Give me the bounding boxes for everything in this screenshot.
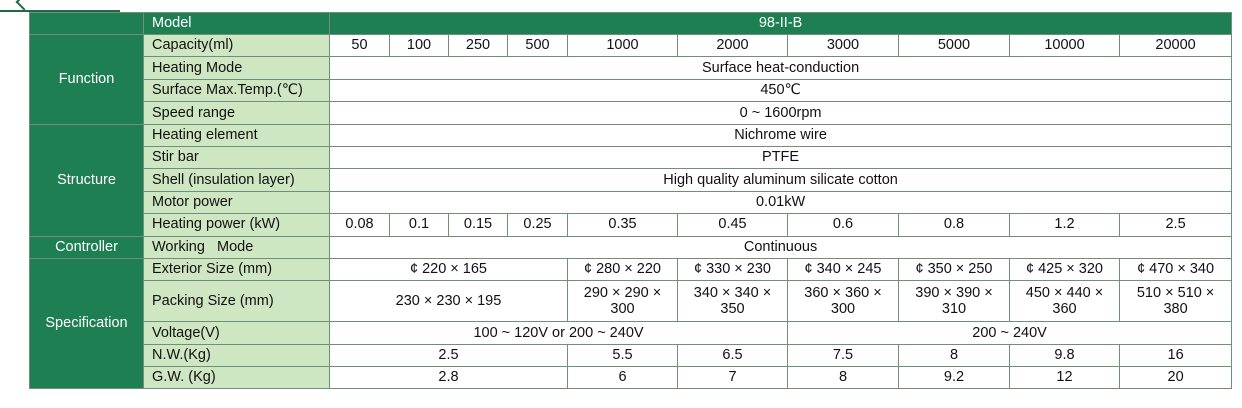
gw-cell: 2.8 [330, 367, 568, 389]
voltage-label: Voltage(V) [144, 322, 330, 344]
heating-element-row [30, 124, 1232, 146]
packing-size-cell [1120, 281, 1232, 322]
heating-power-cell: 0.35 [568, 214, 678, 236]
gw-cell: 6 [568, 367, 678, 389]
heating-mode-row [30, 57, 1232, 79]
model-value: 98-II-B [330, 13, 1232, 35]
exterior-size-cell: ¢ 220 × 165 [330, 258, 568, 280]
nw-cell: 7.5 [788, 344, 899, 366]
nw-cell: 6.5 [678, 344, 788, 366]
motor-power-row [30, 191, 1232, 213]
stir-bar-row [30, 146, 1232, 168]
packing-size-line: 360 × 360 × [804, 284, 882, 301]
heating-power-cell: 2.5 [1120, 214, 1232, 236]
capacity-cell: 1000 [568, 35, 678, 57]
packing-size-line: 510 × 510 × [1136, 284, 1215, 301]
heating-power-cell: 0.08 [330, 214, 390, 236]
capacity-label: Capacity(ml) [144, 35, 330, 57]
nw-cell: 2.5 [330, 344, 568, 366]
heating-power-row [30, 214, 1232, 236]
capacity-cell: 50 [330, 35, 390, 57]
motor-power-label: Motor power [144, 191, 330, 213]
model-label: Model [144, 13, 330, 35]
heating-power-cell: 0.15 [449, 214, 508, 236]
nw-cell: 5.5 [568, 344, 678, 366]
packing-size-line: 310 [941, 301, 967, 318]
exterior-size-cell: ¢ 280 × 220 [568, 258, 678, 280]
gw-cell: 8 [788, 367, 899, 389]
capacity-cell: 250 [449, 35, 508, 57]
surface-temp-value: 450℃ [330, 79, 1232, 101]
heating-power-cell: 0.6 [788, 214, 899, 236]
packing-size-line: 290 × 290 × [583, 284, 662, 301]
packing-size-line: 230 × 230 × 195 [395, 292, 502, 309]
packing-size-line: 300 [610, 301, 635, 318]
exterior-size-row [30, 258, 1232, 280]
capacity-cell: 5000 [899, 35, 1010, 57]
gw-row [30, 367, 1232, 389]
speed-range-row [30, 102, 1232, 124]
heating-power-cell: 0.25 [508, 214, 568, 236]
heating-power-label: Heating power (kW) [144, 214, 330, 236]
heating-mode-label: Heating Mode [144, 57, 330, 79]
tab-fragment [0, 0, 120, 12]
exterior-size-cell: ¢ 340 × 245 [788, 258, 899, 280]
nw-cell: 9.8 [1010, 344, 1120, 366]
stir-bar-value: PTFE [330, 146, 1232, 168]
capacity-cell: 2000 [678, 35, 788, 57]
capacity-cell: 100 [390, 35, 449, 57]
section-specification: Specification [30, 258, 144, 389]
heating-element-value: Nichrome wire [330, 124, 1232, 146]
motor-power-value: 0.01kW [330, 191, 1232, 213]
speed-range-value: 0 ~ 1600rpm [330, 102, 1232, 124]
packing-size-cell [678, 281, 788, 322]
gw-cell: 9.2 [899, 367, 1010, 389]
exterior-size-cell: ¢ 330 × 230 [678, 258, 788, 280]
gw-cell: 7 [678, 367, 788, 389]
nw-cell: 16 [1120, 344, 1232, 366]
exterior-size-cell: ¢ 470 × 340 [1120, 258, 1232, 280]
packing-size-line: 360 [1052, 301, 1077, 318]
shell-label: Shell (insulation layer) [144, 169, 330, 191]
working-mode-value: Continuous [330, 236, 1232, 258]
packing-size-line: 300 [830, 301, 856, 318]
packing-size-cell [330, 281, 568, 322]
spec-table [29, 12, 1232, 389]
packing-size-row [30, 281, 1232, 322]
nw-cell: 8 [899, 344, 1010, 366]
gw-cell: 12 [1010, 367, 1120, 389]
heating-mode-value: Surface heat-conduction [330, 57, 1232, 79]
shell-value: High quality aluminum silicate cotton [330, 169, 1232, 191]
capacity-cell: 3000 [788, 35, 899, 57]
stir-bar-label: Stir bar [144, 146, 330, 168]
surface-temp-row [30, 79, 1232, 101]
exterior-size-label: Exterior Size (mm) [144, 258, 330, 280]
nw-label: N.W.(Kg) [144, 344, 330, 366]
section-structure: Structure [30, 124, 144, 236]
packing-size-line: 340 × 340 × [693, 284, 772, 301]
packing-size-label: Packing Size (mm) [144, 281, 330, 322]
packing-size-line: 390 × 390 × [915, 284, 993, 301]
gw-cell: 20 [1120, 367, 1232, 389]
heating-power-cell: 0.8 [899, 214, 1010, 236]
section-controller: Controller [30, 236, 144, 258]
heating-power-cell: 0.1 [390, 214, 449, 236]
packing-size-cell [1010, 281, 1120, 322]
shell-row [30, 169, 1232, 191]
speed-range-label: Speed range [144, 102, 330, 124]
packing-size-cell [568, 281, 678, 322]
packing-size-line: 350 [720, 301, 745, 318]
working-mode-row [30, 236, 1232, 258]
voltage-row [30, 322, 1232, 344]
nw-row [30, 344, 1232, 366]
packing-size-line: 380 [1163, 301, 1188, 318]
exterior-size-cell: ¢ 350 × 250 [899, 258, 1010, 280]
packing-size-line: 450 × 440 × [1025, 284, 1104, 301]
capacity-cell: 20000 [1120, 35, 1232, 57]
capacity-cell: 10000 [1010, 35, 1120, 57]
model-spacer [30, 13, 144, 35]
voltage-cell: 200 ~ 240V [788, 322, 1232, 344]
capacity-row [30, 35, 1232, 57]
exterior-size-cell: ¢ 425 × 320 [1010, 258, 1120, 280]
heating-power-cell: 1.2 [1010, 214, 1120, 236]
packing-size-cell [788, 281, 899, 322]
capacity-cell: 500 [508, 35, 568, 57]
heating-element-label: Heating element [144, 124, 330, 146]
section-function: Function [30, 35, 144, 125]
heating-power-cell: 0.45 [678, 214, 788, 236]
voltage-cell: 100 ~ 120V or 200 ~ 240V [330, 322, 788, 344]
packing-size-cell [899, 281, 1010, 322]
surface-temp-label: Surface Max.Temp.(℃) [144, 79, 330, 101]
gw-label: G.W. (Kg) [144, 367, 330, 389]
model-row [30, 13, 1232, 35]
working-mode-label: Working Mode [144, 236, 330, 258]
